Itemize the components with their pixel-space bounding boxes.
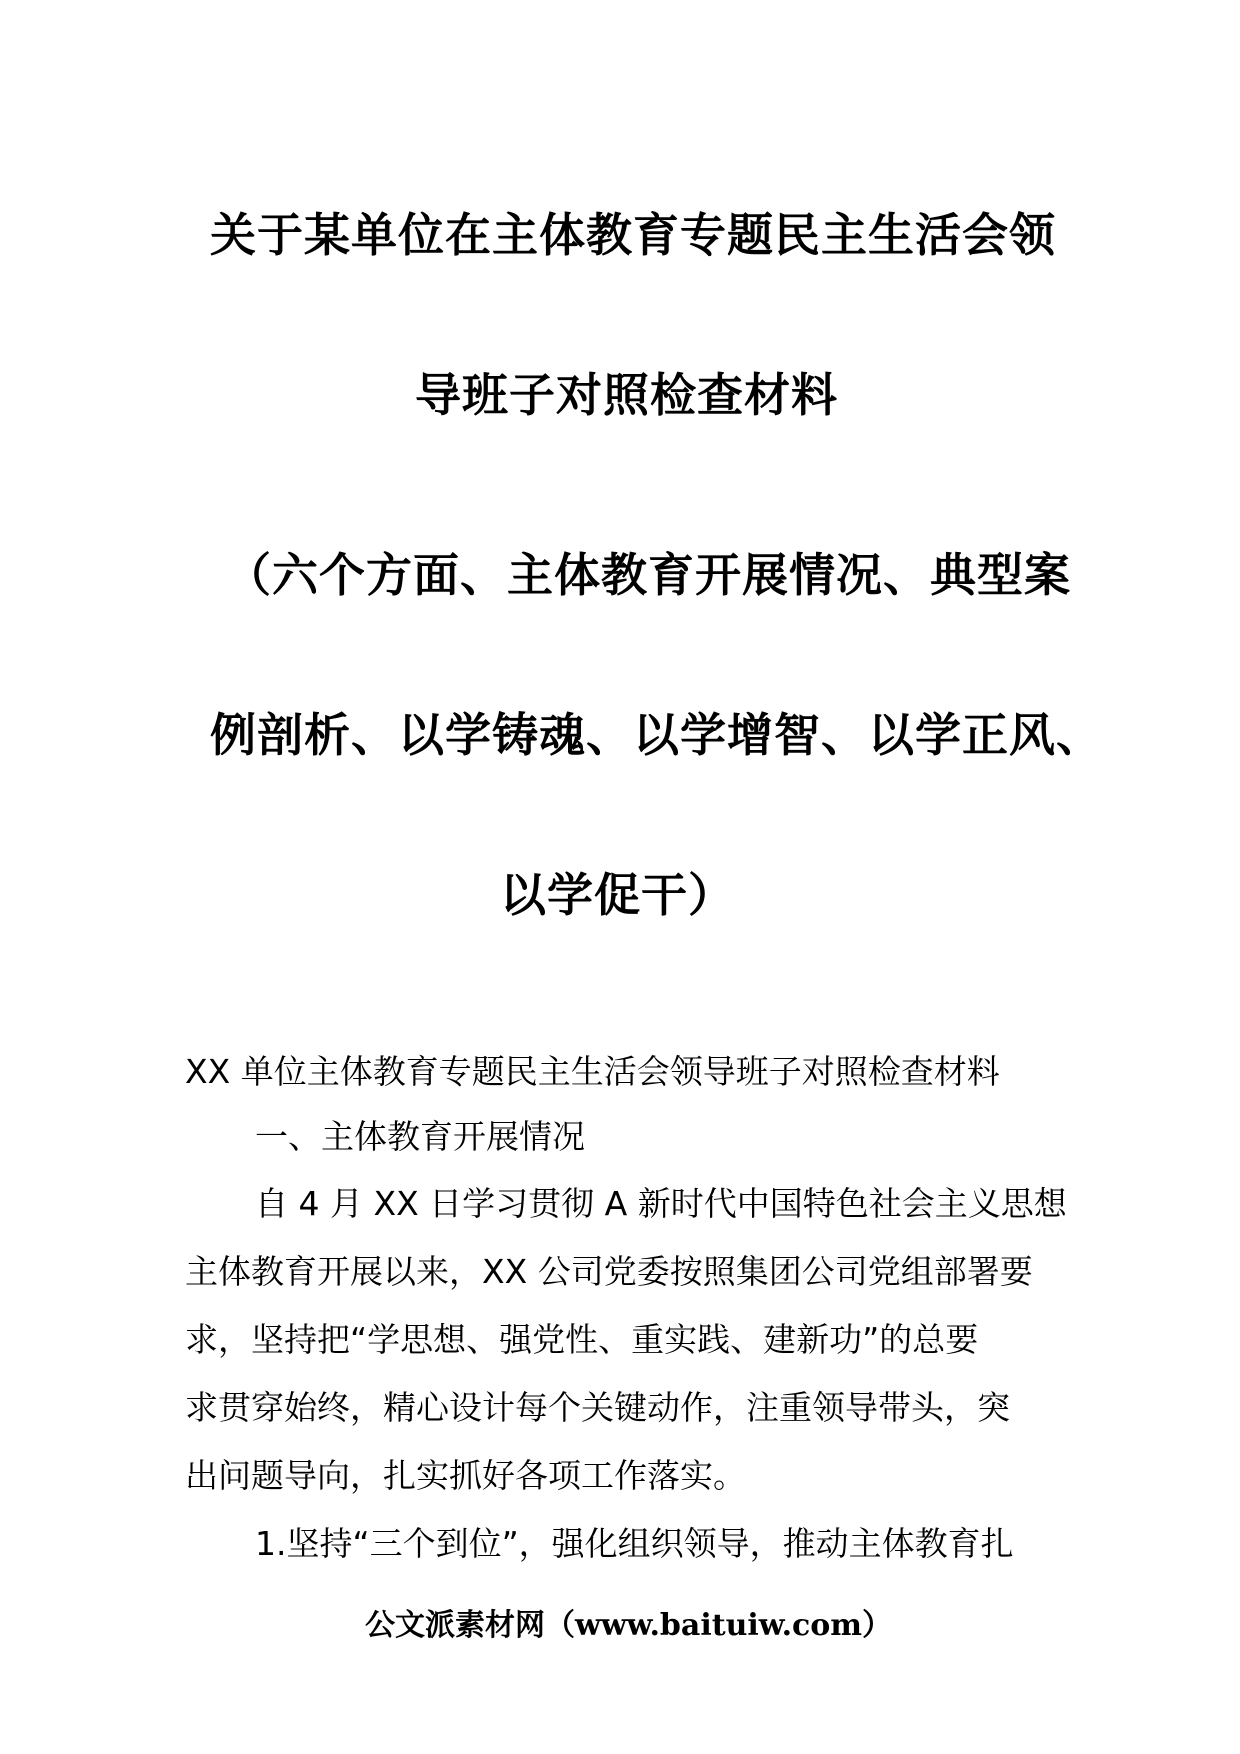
paragraph-line: 求贯穿始终，精心设计每个关键动作，注重领导带头，突 bbox=[185, 1388, 1010, 1427]
document-subtitle-line-1: （六个方面、主体教育开展情况、典型案 bbox=[225, 548, 1071, 602]
document-title-line-1: 关于某单位在主体教育专题民主生活会领 bbox=[210, 208, 1056, 262]
paragraph-line: 求，坚持把“学思想、强党性、重实践、建新功”的总要 bbox=[185, 1320, 979, 1359]
body-heading: XX 单位主体教育专题民主生活会领导班子对照检查材料 bbox=[185, 1052, 1000, 1091]
paragraph-line: 自 4 月 XX 日学习贯彻 A 新时代中国特色社会主义思想 bbox=[255, 1184, 1067, 1223]
document-subtitle-line-2: 例剖析、以学铸魂、以学增智、以学正风、 bbox=[210, 708, 1103, 762]
document-title-line-2: 导班子对照检查材料 bbox=[415, 368, 838, 422]
document-subtitle-line-3: 以学促干） bbox=[500, 868, 735, 922]
page-footer: 公文派素材网（www.baituiw.com） bbox=[365, 1608, 893, 1643]
paragraph-line: 出问题导向，扎实抓好各项工作落实。 bbox=[185, 1456, 746, 1495]
paragraph-line: 1.坚持“三个到位”，强化组织领导，推动主体教育扎 bbox=[255, 1524, 1014, 1563]
paragraph-line: 主体教育开展以来，XX 公司党委按照集团公司党组部署要 bbox=[185, 1252, 1033, 1291]
section-heading: 一、主体教育开展情况 bbox=[255, 1117, 585, 1156]
